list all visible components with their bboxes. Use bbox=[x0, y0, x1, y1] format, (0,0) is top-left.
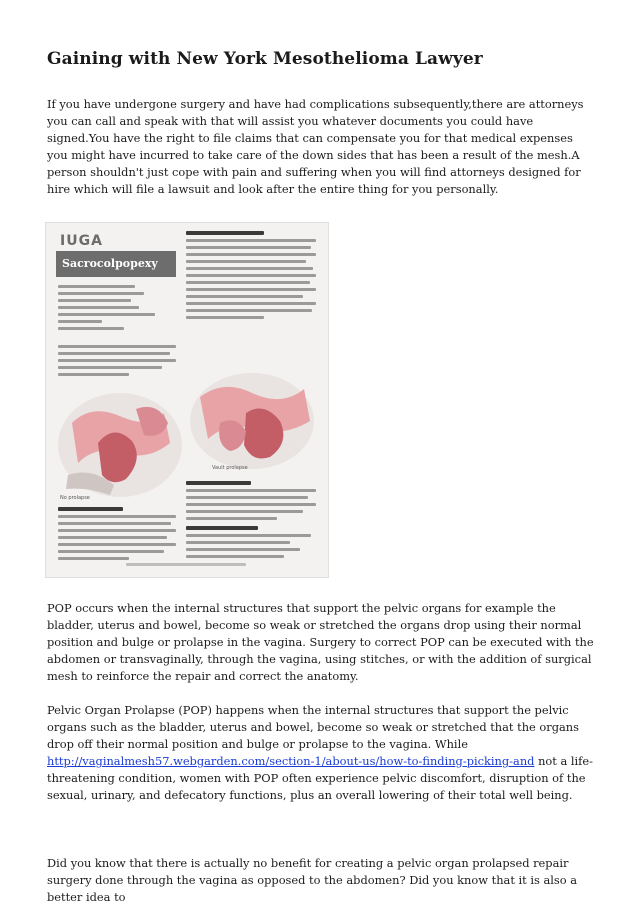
vaginal-mesh-link[interactable]: http://vaginalmesh57.webgarden.com/section-1/about-us/how-to-finding-picking-and bbox=[47, 754, 535, 768]
sacrocolpopexy-leaflet-image bbox=[45, 222, 329, 578]
leaflet-text-block-bottom-left bbox=[58, 507, 176, 564]
anatomy-illustration-right bbox=[186, 365, 320, 475]
paragraph-pop-occurs: POP occurs when the internal structures that support the pelvic organs for example the bladder, uterus and bowel, become so weak or stretched the organs drop using their normal position and bulge or prolapse in the vagina. Surgery to correct POP can be executed with the abdomen or transvaginally, through the vagina, using stitches, or with the addition of surgical mesh to reinforce the repair and correct the anatomy. bbox=[47, 601, 594, 683]
iuga-logo: IUGA bbox=[60, 233, 103, 249]
leaflet-contents-text bbox=[58, 285, 168, 334]
paragraph-text-after-link: not a life-threatening condition, women with POP often experience pelvic discomfort, disruption of the sexual, urinary, and defecatory functions, plus an overall lowering of their total well being. bbox=[47, 754, 593, 802]
leaflet-text-block-left bbox=[58, 345, 176, 380]
leaflet-title: Sacrocolpopexy bbox=[56, 251, 176, 277]
paragraph-did-you-know: Did you know that there is actually no benefit for creating a pelvic organ prolapsed repair surgery done through the vagina as opposed to the abdomen? Did you know that it is also a better idea to bbox=[47, 856, 578, 904]
paragraph-text-before-link: Pelvic Organ Prolapse (POP) happens when the internal structures that support the pelvic organs such as the bladder, uterus and bowel, become so weak or stretched that the organs drop off their normal position and bulge or prolapse to the vagina. While bbox=[47, 703, 579, 751]
leaflet-text-block-bottom-right bbox=[186, 481, 316, 562]
leaflet-text-block-top bbox=[186, 231, 316, 323]
paragraph-intro: If you have undergone surgery and have had complications subsequently,there are attorneys you can call and speak with that will assist you whatever documents you could have signed.You have the right to file claims that can compensate you for that medical expenses you might have incurred to take care of the down sides that has been a result of the mesh.A person shouldn't just cope with pain and suffering when you will find attorneys designed for hire which will file a lawsuit and look after the entire thing for you personally. bbox=[47, 97, 584, 196]
svg-text:No prolapse: No prolapse bbox=[60, 495, 90, 501]
leaflet-footer bbox=[126, 563, 246, 570]
anatomy-illustration-left bbox=[52, 383, 184, 503]
svg-text:Vault prolapse: Vault prolapse bbox=[212, 465, 248, 471]
paragraph-pop-definition bbox=[47, 702, 594, 804]
page-title: Gaining with New York Mesothelioma Lawyer bbox=[47, 49, 483, 69]
